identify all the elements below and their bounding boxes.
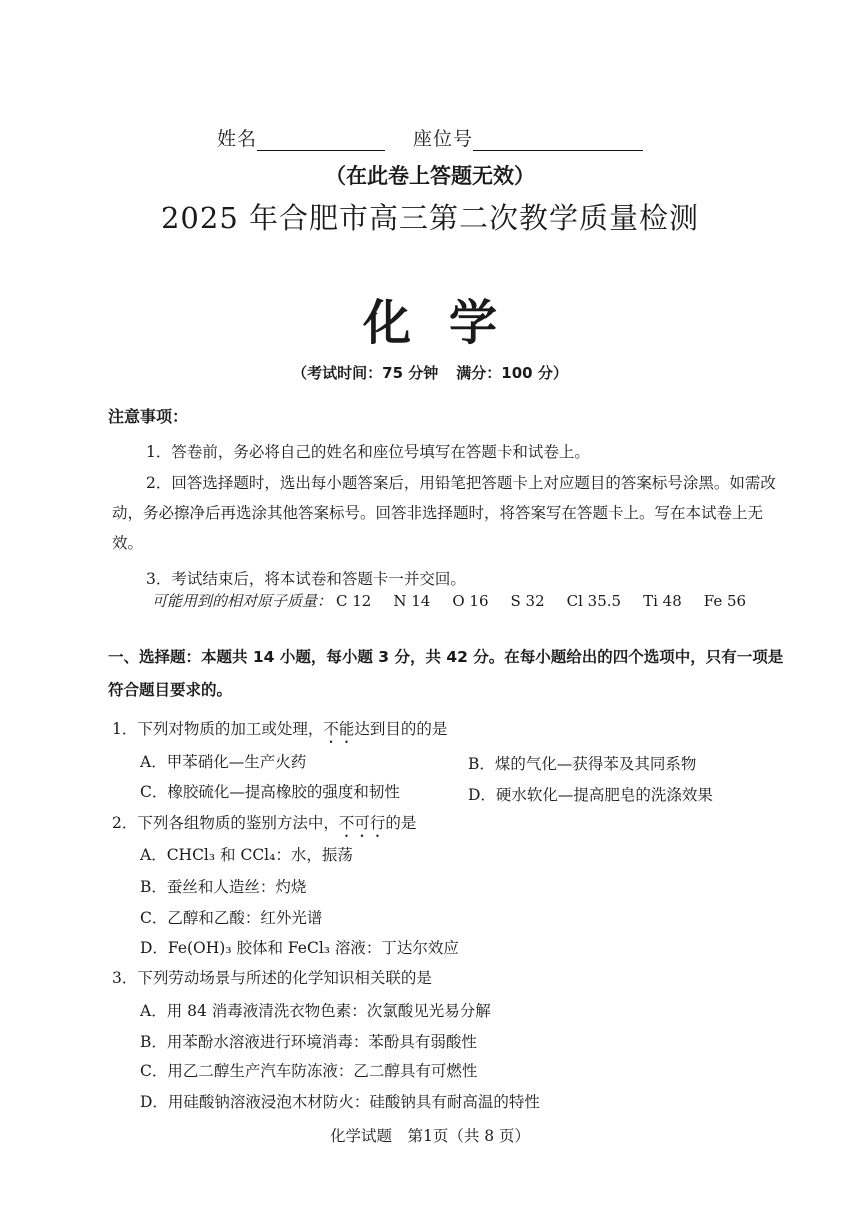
question-3-stem-prefix: 3．下列劳动场景与所述的化学知识相关联的是 xyxy=(112,969,432,987)
question-2-option-a[interactable]: A．CHCl₃ 和 CCl₄：水，振荡 xyxy=(140,846,353,864)
question-3-stem xyxy=(112,966,432,996)
subject-title: 化学 xyxy=(362,295,535,351)
mass-o: O 16 xyxy=(452,592,489,610)
question-2-option-c[interactable]: C．乙醇和乙酸：红外光谱 xyxy=(140,909,323,927)
exam-title: 2025 年合肥市高三第二次教学质量检测 xyxy=(160,201,700,235)
question-1-option-a[interactable]: A．甲苯硝化—生产火药 xyxy=(140,753,307,771)
exam-score: 满分：100 分） xyxy=(456,364,568,382)
question-2-stem-suffix: 的是 xyxy=(385,814,417,832)
mass-ti: Ti 48 xyxy=(643,592,682,610)
student-info-line xyxy=(0,124,860,151)
note-item-3: 3．考试结束后，将本试卷和答题卡一并交回。 xyxy=(146,570,466,588)
question-2-emphasis: 不可行 xyxy=(338,814,386,832)
note-item-2: 2．回答选择题时，选出每小题答案后，用铅笔把答题卡上对应题目的答案标号涂黑。如需改动，务必擦净后再选涂其他答案标号。回答非选择题时，将答案写在答题卡上。写在本试卷上无效。 xyxy=(112,474,776,552)
question-1-emphasis: 不能 xyxy=(323,720,355,738)
masses-label: 可能用到的相对原子质量： xyxy=(152,592,333,610)
notes-title: 注意事项： xyxy=(108,407,189,426)
mass-fe: Fe 56 xyxy=(703,592,747,610)
question-1-stem-suffix: 达到目的的是 xyxy=(354,720,448,738)
question-3-option-d[interactable]: D．用硅酸钠溶液浸泡木材防火：硅酸钠具有耐高温的特性 xyxy=(140,1093,540,1111)
note-item-1: 1．答卷前，务必将自己的姓名和座位号填写在答题卡和试卷上。 xyxy=(146,443,590,461)
name-label: 姓名 xyxy=(216,128,257,150)
seat-label: 座位号 xyxy=(413,128,474,150)
question-2-option-b[interactable]: B．蚕丝和人造丝：灼烧 xyxy=(140,878,307,896)
question-1-option-b[interactable]: B．煤的气化—获得苯及其同系物 xyxy=(468,755,697,773)
question-1-stem xyxy=(112,717,447,747)
question-2-stem-prefix: 2．下列各组物质的鉴别方法中， xyxy=(112,814,339,832)
question-1-stem-prefix: 1．下列对物质的加工或处理， xyxy=(112,720,324,738)
page-footer: 化学试题 第1页（共 8 页） xyxy=(329,1127,531,1145)
invalid-notice: （在此卷上答题无效） xyxy=(325,164,535,188)
question-3-option-a[interactable]: A．用 84 消毒液清洗衣物色素：次氯酸见光易分解 xyxy=(140,1002,491,1020)
exam-time: （考试时间：75 分钟 xyxy=(292,364,439,382)
mass-cl: Cl 35.5 xyxy=(566,592,622,610)
exam-info xyxy=(0,362,860,383)
seat-blank[interactable] xyxy=(473,130,643,151)
mass-n: N 14 xyxy=(393,592,431,610)
question-1-option-c[interactable]: C．橡胶硫化—提高橡胶的强度和韧性 xyxy=(140,783,400,801)
question-2-option-d[interactable]: D．Fe(OH)₃ 胶体和 FeCl₃ 溶液：丁达尔效应 xyxy=(140,939,459,957)
question-3-option-c[interactable]: C．用乙二醇生产汽车防冻液：乙二醇具有可燃性 xyxy=(140,1062,478,1080)
mass-c: C 12 xyxy=(336,592,372,610)
question-1-option-d[interactable]: D．硬水软化—提高肥皂的洗涤效果 xyxy=(468,786,713,804)
name-blank[interactable] xyxy=(257,130,385,151)
question-3-option-b[interactable]: B．用苯酚水溶液进行环境消毒：苯酚具有弱酸性 xyxy=(140,1033,477,1051)
section-heading: 一、选择题：本题共 14 小题，每小题 3 分，共 42 分。在每小题给出的四个选项中，只有一项是符合题目要求的。 xyxy=(108,648,784,699)
atomic-masses xyxy=(152,590,746,611)
mass-s: S 32 xyxy=(510,592,545,610)
question-2-stem xyxy=(112,811,416,841)
